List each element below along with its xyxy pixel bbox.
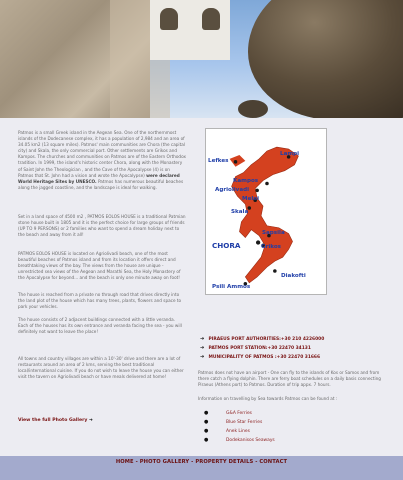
arrow-right-icon: ➜ [200,336,205,342]
arrow-right-icon: ➜ [88,418,93,423]
arrow-right-icon: ➜ [200,345,205,351]
map-label-lampi: Lampi [280,151,300,157]
map-label-diakofti: Diakofti [281,273,306,279]
map-label-agriolivadi: Agriolivadi [215,187,250,193]
contact-text: PIRAEUS PORT AUTHORITIES:+30 210 4226000 [208,337,325,342]
ferry-item[interactable] [204,419,275,428]
ferry-list [204,410,275,446]
intro-paragraph [18,130,186,191]
contact-text: PATMOS PORT STATION:+30 22470 34131 [208,346,311,351]
bullet-icon: ● [204,437,209,443]
map-label-psili-ammos: Psili Ammos [212,284,251,290]
arrow-right-icon: ➜ [200,354,205,360]
ferry-link: G&A Ferries [226,411,252,416]
house-paragraph: Set in a land space of 4500 m2 , PATMOS EOLOS HOUSE is a traditional Patmian stone house built in 1805 and it is the perfect choice for large groups of friends (UP TO 9 PERSONS) or 2 families who want to spend a dream holiday next to the beach and away from it all! [18,214,186,238]
map-label-chora: CHORA [212,241,241,250]
airport-paragraph: Patmos does not have an airport - One can fly to the islands of Kos or Samos and from there catch a flying dolphin. There are ferry boat schedules on a daily basis connecting Piraeus (Athens port) to Patmos. Duration of trip appx. 7 hours. [198,370,381,388]
map-label-meloi: Meloi [242,196,260,202]
small-bell-icon [160,8,178,30]
contact-list [200,336,324,363]
map-label-sapsila: Sapsila [262,230,285,236]
contact-text: MUNICIPALITY OF PATMOS :+30 22470 31666 [208,355,321,360]
intro-text: Patmos is a small Greek island in the Aegean Sea. One of the northernmost islands of the Dodecanese complex, it has a population of 2,984 and an area of 34.05 km2 (13 square miles). Patmos' main communities are Chora (the capital city) and Skala, the only commercial port. Other settlements are Grikos and Kampos. The churches and communities on Patmos are of the Eastern Orthodox tradition. In 1999, the island's historic center Chora, along with the Monastery of Saint John the Theologician , and the Cave of the Apocalypse (4) is on Patmos that St. John had a vision and wrote the Apocalypse) [18,130,186,178]
info-paragraph: Information on travelling by Sea towards Patmos can be found at : [198,396,338,401]
footer-nav[interactable]: HOME - PHOTO GALLERY - PROPERTY DETAILS - CONTACT [115,459,288,465]
bullet-icon: ● [204,410,209,416]
buildings-paragraph: The house consists of 2 adjacent buildings connected with a little veranda. Each of the houses has its own entrance and veranda facing the sea - you will definitely not want to leave the place! [18,317,182,335]
bullet-icon: ● [204,428,209,434]
ferry-item[interactable] [204,437,275,446]
small-bell-icon [202,8,220,30]
unesco-highlight: were declared World Heritage Sites by UNESCO. [18,172,180,184]
map-label-grikos: Grikos [261,244,282,250]
island-north-tip [230,155,246,167]
contact-item[interactable] [200,336,324,345]
contact-item[interactable] [200,354,324,363]
map-dot-lefkes [234,160,238,164]
ferry-link: Dodekanisos Seaways [226,438,275,443]
map-dot-diakofti [273,269,277,273]
ferry-item[interactable] [204,410,275,419]
bell-rope [238,100,268,118]
photo-gallery-link[interactable] [18,418,93,423]
header-photo [0,0,403,118]
location-paragraph: PATMOS EOLOS HOUSE is located on Agriolivadi beach, one of the most beautiful beaches of Patmos island and from its location it offers direct and breathtaking views of the bay. The views from the house are unique - unrestricted sea views of the Aegean and Marathi Sea, the Holy Monastery of the Apocalypse for beyond... and the beach is only one minute away on foot! [18,251,181,281]
contact-item[interactable] [200,345,324,354]
towns-paragraph: All towns and country villages are within a 10'-30' drive and there are a lot of restaurants around an area of 2 kms, serving the best traditional local/international cuisine. If you do not wish to leave the house you can either visit the tavern on Agriolivadi beach or have meals delivered at home! [18,356,184,380]
photo-gallery-link-label: View the full Photo Gallery [18,418,88,423]
ferry-link: Anek Lines [226,429,250,434]
map-label-kampos: Kampos [233,178,259,184]
island-map-svg [206,129,326,294]
map-dot-chora [256,240,260,244]
large-bell-icon [248,0,403,118]
road-paragraph: The house is reached from a private no through road that drives directly into the land plot of the house which has many trees, plants, flowers and space to park your vehicles. [18,292,182,310]
intro-text-end: Patmos has numerous beautiful beaches along the jagged coastline, and the landscape is ideal for walking. [18,178,184,190]
map-label-skala: Skala [231,209,249,215]
bullet-icon: ● [204,419,209,425]
map-dot-agriolivadi [255,189,259,193]
ferry-item[interactable] [204,428,275,437]
patmos-map [205,128,327,295]
map-label-lefkes: Lefkes [208,158,229,164]
map-dot-kampos [265,182,269,186]
ferry-link: Blue Star Ferries [226,420,263,425]
